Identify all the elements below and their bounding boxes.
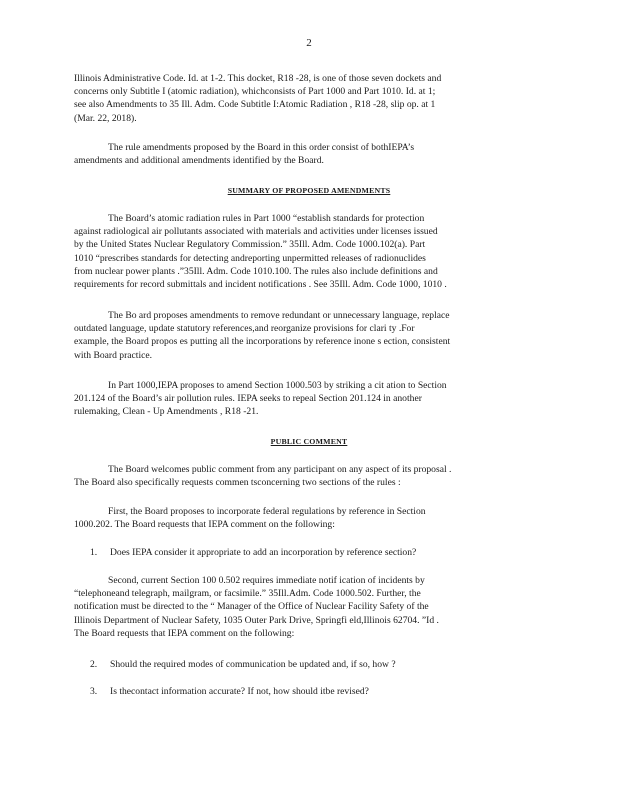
text-line: The Board welcomes public comment from any participant on any aspect of its proposal . xyxy=(108,464,452,475)
text-line: In Part 1000,IEPA proposes to amend Section 1000.503 by striking a cit ation to Section xyxy=(108,380,447,391)
question-3 xyxy=(90,685,530,698)
text-line: “telephoneand telegraph, mailgram, or facsimile.” 35Ill.Adm. Code 1000.502. Further, the xyxy=(74,588,421,600)
text-line: amendments and additional amendments identified by the Board. xyxy=(74,155,324,167)
text-line: see also Amendments to 35 Ill. Adm. Code Subtitle I:Atomic Radiation , R18 -28, slip op. at 1 xyxy=(74,99,436,111)
question-number: 2. xyxy=(90,659,98,670)
text-line: The Bo ard proposes amendments to remove redundant or unnecessary language, replace xyxy=(108,310,450,321)
heading-public-comment xyxy=(0,437,618,446)
question-number: 3. xyxy=(90,686,98,697)
paragraph-atomic-radiation-rules xyxy=(74,212,532,291)
text-line: 201.124 of the Board’s air pollution rules. IEPA seeks to repeal Section 201.124 in another xyxy=(74,393,422,405)
page-number: 2 xyxy=(306,37,312,49)
heading-summary xyxy=(0,186,618,195)
text-line: The rule amendments proposed by the Board in this order consist of bothIEPA’s xyxy=(108,142,415,153)
text-line: concerns only Subtitle I (atomic radiation), whichconsists of Part 1000 and Part 1010. Id. at 1; xyxy=(74,86,436,98)
text-line: example, the Board propos es putting all the incorporations by reference inone s ection, consistent xyxy=(74,336,451,348)
paragraph-rule-amendments xyxy=(74,141,532,167)
paragraph-docket-context xyxy=(74,72,532,125)
paragraph-board-proposes xyxy=(74,309,532,362)
paragraph-part-1000-iepa xyxy=(74,379,532,419)
text-line: 1010 “prescribes standards for detecting andreporting unpermitted releases of radionuclides xyxy=(74,252,426,264)
text-line: Illinois Department of Nuclear Safety, 1035 Outer Park Drive, Springfi eld,Illinois 62704. ”Id . xyxy=(74,614,439,626)
paragraph-first xyxy=(74,505,532,531)
text-line: The Board requests that IEPA comment on the following: xyxy=(74,627,295,639)
text-line: Second, current Section 100 0.502 requires immediate notif ication of incidents by xyxy=(108,575,425,586)
text-line: Illinois Administrative Code. Id. at 1-2. This docket, R18 -28, is one of those seven dockets and xyxy=(74,73,442,84)
heading-public-comment-text: PUBLIC COMMENT xyxy=(270,437,348,446)
text-line: against radiological air pollutants associated with materials and activities under licenses issued xyxy=(74,226,438,238)
text-line: First, the Board proposes to incorporate federal regulations by reference in Section xyxy=(108,506,426,517)
question-text: Does IEPA consider it appropriate to add an incorporation by reference section? xyxy=(110,547,417,558)
question-text: Is thecontact information accurate? If not, how should itbe revised? xyxy=(110,686,369,697)
text-line: notification must be directed to the “ Manager of the Office of Nuclear Facility Safety of the xyxy=(74,601,429,613)
text-line: (Mar. 22, 2018). xyxy=(74,112,137,124)
text-line: requirements for record submittals and incident notifications . See 35Ill. Adm. Code 1000, 1010 . xyxy=(74,279,447,291)
paragraph-second xyxy=(74,574,532,640)
question-number: 1. xyxy=(90,547,98,558)
text-line: with Board practice. xyxy=(74,349,153,361)
question-text: Should the required modes of communication be updated and, if so, how ? xyxy=(110,659,396,670)
text-line: by the United States Nuclear Regulatory Commission.” 35Ill. Adm. Code 1000.102(a). Part xyxy=(74,239,426,251)
text-line: outdated language, update statutory references,and reorganize provisions for clari ty .For xyxy=(74,323,415,335)
text-line: The Board also specifically requests commen tsconcerning two sections of the rules : xyxy=(74,477,401,489)
text-line: rulemaking, Clean - Up Amendments , R18 -21. xyxy=(74,406,259,418)
heading-summary-text: SUMMARY OF PROPOSED AMENDMENTS xyxy=(227,186,391,195)
question-1 xyxy=(90,546,530,559)
question-2 xyxy=(90,658,530,671)
text-line: from nuclear power plants .”35Ill. Adm. Code 1010.100. The rules also include definitions and xyxy=(74,265,438,277)
paragraph-board-welcomes xyxy=(74,463,532,489)
text-line: 1000.202. The Board requests that IEPA comment on the following: xyxy=(74,519,335,531)
text-line: The Board’s atomic radiation rules in Part 1000 “establish standards for protection xyxy=(108,213,425,224)
